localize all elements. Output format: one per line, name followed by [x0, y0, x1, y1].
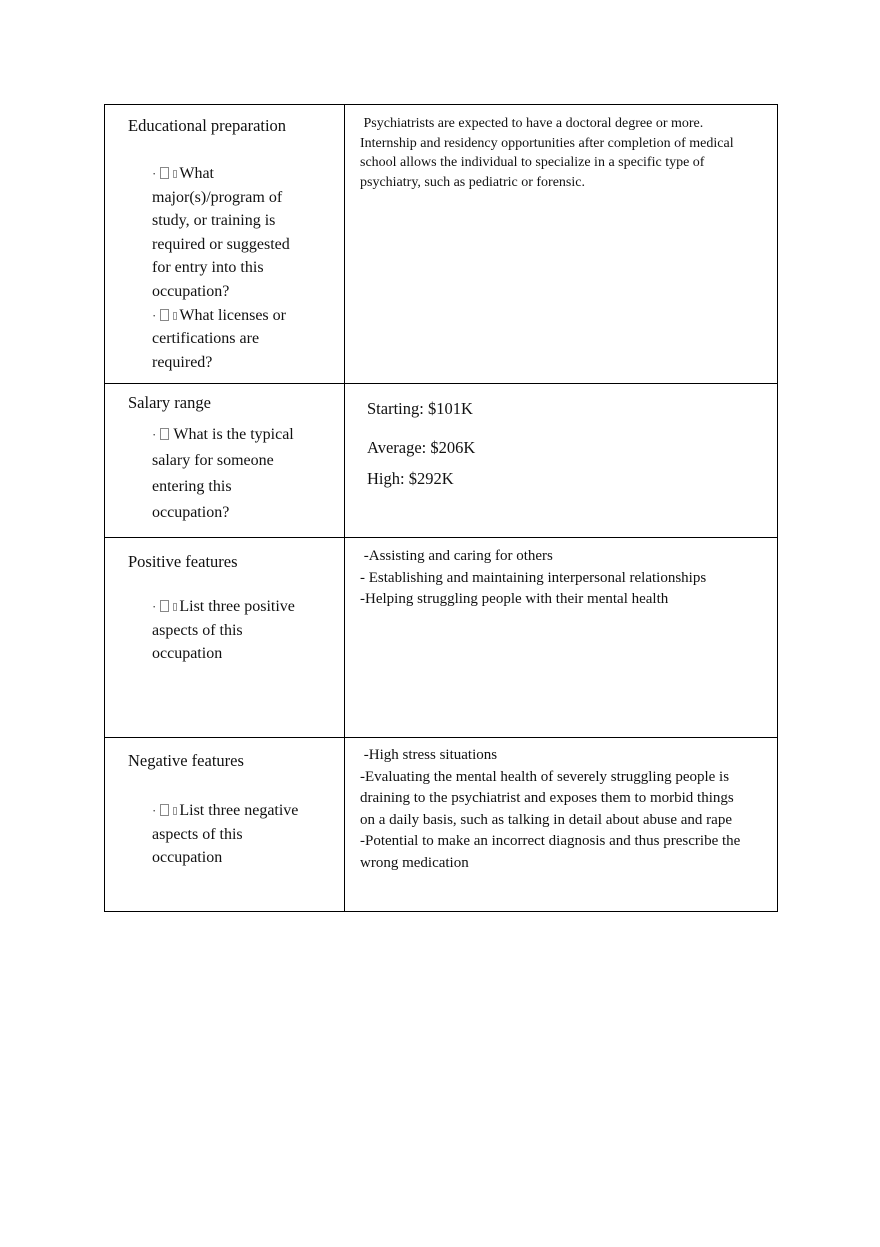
list-item: -Helping struggling people with their mental health — [360, 591, 669, 607]
bullet-question: · What licenses or certifications are required? — [152, 306, 286, 371]
salary-starting: Starting: $101K — [367, 399, 473, 418]
list-item: -Evaluating the mental health of severely struggling people is — [360, 768, 730, 785]
list-item: on a daily basis, such as talking in detail about abuse and rape — [360, 811, 732, 828]
bullet-question: · What is the typical salary for someone entering this occupation? — [152, 426, 294, 521]
row-label-cell — [105, 384, 345, 537]
bullet-marker-icon: · — [152, 598, 179, 615]
bullet-marker-icon: · — [152, 307, 179, 324]
row-label-cell — [105, 105, 345, 383]
row-label-cell — [105, 538, 345, 737]
row-content-cell — [345, 384, 777, 537]
row-content-cell — [345, 105, 777, 383]
content-line: Psychiatrists are expected to have a doctoral degree or more. — [360, 116, 704, 131]
content-line: psychiatry, such as pediatric or forensic. — [360, 174, 585, 190]
career-table — [104, 104, 778, 912]
content-line: Internship and residency opportunities after completion of medical — [360, 135, 734, 151]
content-text — [360, 114, 765, 192]
row-salary-range — [105, 384, 777, 538]
row-label: Positive features — [128, 552, 238, 571]
row-label-cell — [105, 738, 345, 911]
row-negative-features — [105, 738, 777, 911]
bullet-marker-icon: · — [152, 426, 173, 443]
row-positive-features — [105, 538, 777, 738]
row-content-cell — [345, 538, 777, 737]
row-content-cell — [345, 738, 777, 911]
list-item: draining to the psychiatrist and exposes them to morbid things — [360, 790, 734, 806]
bullet-question: · List three negative aspects of this occupation — [152, 802, 299, 867]
negative-list — [360, 745, 765, 874]
bullet-marker-icon: · — [152, 165, 179, 182]
row-label: Educational preparation — [128, 116, 287, 135]
row-label: Salary range — [128, 393, 211, 412]
row-label: Negative features — [128, 751, 244, 770]
content-line: school allows the individual to specialize in a specific type of — [360, 155, 705, 170]
bullet-marker-icon: · — [152, 802, 179, 819]
list-item: -Potential to make an incorrect diagnosis and thus prescribe the — [360, 833, 741, 849]
list-item: -High stress situations — [360, 747, 498, 763]
list-item: -Assisting and caring for others — [360, 548, 553, 564]
row-educational-preparation — [105, 105, 777, 384]
positive-list — [360, 546, 765, 611]
bullet-question: · List three positive aspects of this occupation — [152, 598, 295, 663]
list-item: wrong medication — [360, 854, 469, 871]
list-item: - Establishing and maintaining interpersonal relationships — [360, 569, 707, 586]
bullet-question: · What major(s)/program of study, or training is required or suggested for entry into this occupation? — [152, 165, 290, 300]
salary-high: High: $292K — [367, 469, 454, 488]
salary-average: Average: $206K — [367, 438, 476, 457]
